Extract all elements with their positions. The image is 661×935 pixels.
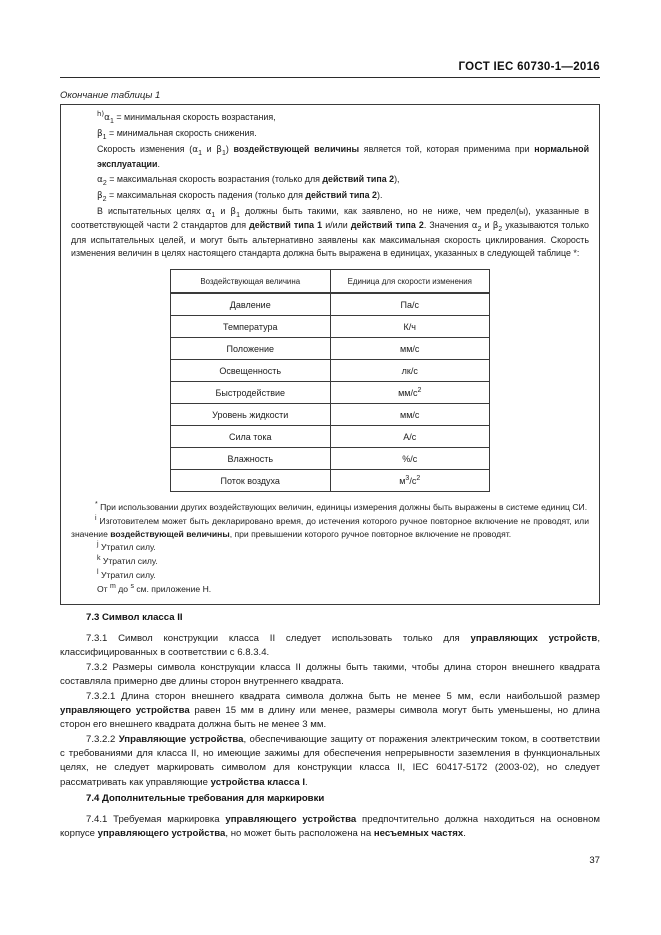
note-line-rate-of-change [97,143,589,170]
alpha-symbol-5: α [471,221,478,232]
rate-text-d: . [157,158,160,169]
rate-bold-influencing-quantity: воздействующей величины [233,144,360,155]
cell-unit: мм/с [330,338,490,360]
footnote-m-to-s [97,583,589,596]
p741-text-d: . [463,828,466,840]
rate-text-a: Скорость изменения ( [97,144,193,155]
p731-bold-control-devices: управляющих устройств [470,633,598,644]
p7321-bold-control-device: управляющего устройства [60,705,190,717]
p7322-text-b: , обеспечивающие защиту от поражения электрическим током, в соответствии с требованиями для класса II, но имеющие зажимы для обеспечения непрерывности заземления в функциональных целях, не следует маркировать символом для конструкции класса II, IEC 60417-5172 (2003-02), но следует рассматривать как управляющие [60,733,600,788]
alpha2-bold-type2: действий типа 2 [322,173,395,184]
cell-quantity: Давление [171,293,331,316]
note-line-alpha1-text: = минимальная скорость возрастания, [113,112,276,122]
paragraph-7-3-2-2 [60,733,600,790]
cell-unit: лк/с [330,360,490,382]
column-header-unit: Единица для скорости изменения [330,270,490,294]
standard-title: ГОСТ IEC 60730-1—2016 [458,61,600,73]
p7322-text-c: . [305,776,308,788]
unit-base: мм/с [398,387,418,398]
alpha2-text-a: = максимальная скорость возрастания (только для [106,173,323,184]
rate-bold-normal-operation: нормальной эксплуатации [97,144,590,169]
test-text-b: и [215,206,231,217]
page-header [60,60,600,78]
cell-quantity: Уровень жидкости [171,404,331,426]
note-line-alpha2 [97,173,589,187]
cell-unit [330,470,490,492]
beta-symbol: β [97,129,103,140]
rate-text-b: ) [225,144,234,155]
test-text-c: должны быть такими, как заявлено, но не ниже, чем предел(ы), указанные в соответствующей части 2 стандартов для [71,206,590,231]
footnote-ms-text-c: см. приложение H. [133,583,212,594]
beta-subscript: 1 [102,133,107,141]
beta2-text-a: = максимальная скорость падения (только для [106,190,306,201]
heading-7-3: 7.3 Символ класса II [86,612,183,623]
test-bold-type1: действий типа 1 [249,220,323,231]
page-number: 37 [589,855,600,866]
test-text-g: указываются только для испытательных целей, и могут быть альтернативно заявлены как максимальная скорость циклирования. Скорость изменения величин в целях настоящего стандарта должна быть выражена в единицах, указанных в следующей таблице *: [71,220,589,258]
p741-bold-control-device-1: управляющего устройства [225,814,357,825]
cell-quantity: Поток воздуха [171,470,331,492]
table-row [171,448,490,470]
note-line-alpha1 [97,111,589,125]
footnote-i-text-a: Изготовителем может быть декларировано время, до истечения которого ручное повторное включение не проводят, или значение [71,515,589,539]
cell-quantity: Освещенность [171,360,331,382]
cell-quantity: Быстродействие [171,382,331,404]
rate-text-c: является той, которая применима при [359,144,535,155]
p731-text-b: , классифицированных в соответствии с 6.8.3.4. [60,633,600,659]
test-text-d: и/или [322,220,351,231]
paragraph-7-4-1 [60,813,600,841]
header-divider [60,77,600,78]
p741-bold-control-device-2: управляющего устройства [97,828,226,840]
alpha-symbol-3: α [97,174,103,185]
section-7-3 [60,612,600,790]
alpha-subscript-2: 1 [198,150,202,158]
table-row [171,382,490,404]
beta-subscript-3: 2 [102,195,107,203]
beta2-bold-type2: действий типа 2 [305,190,377,201]
column-header-quantity: Воздействующая величина [171,270,331,294]
footnote-marker-s: s [130,582,134,590]
test-bold-type2: действий типа 2 [350,220,424,231]
p7322-bold-control-devices: Управляющие устройства [118,733,244,745]
note-line-beta1 [97,127,589,141]
note-line-beta1-text: = минимальная скорость снижения. [106,128,257,139]
beta-subscript-4: 1 [236,212,240,219]
beta-symbol-3: β [97,191,103,202]
cell-unit: мм/с [330,404,490,426]
table-continuation-caption: Окончание таблицы 1 [60,90,161,101]
alpha-symbol: α [104,113,111,123]
beta-subscript-5: 2 [498,226,503,234]
paragraph-7-3-1 [60,632,600,660]
footnote-ms-text-b: до [115,583,131,594]
p741-bold-non-detachable-parts: несъемных частях [373,828,464,840]
alpha-symbol-2: α [192,145,199,156]
unit-exponent: 3 [405,474,410,482]
table-row [171,404,490,426]
alpha-subscript-3: 2 [102,179,107,187]
footnote-j-text: Утратил силу. [98,542,156,553]
footnote-i-text-b: , при превышении которого ручное повторное включение не проводят. [229,528,512,539]
table-row [171,470,490,492]
cell-unit [330,382,490,404]
beta-symbol-5: β [492,221,499,232]
heading-7-4: 7.4 Дополнительные требования для маркировки [86,793,325,804]
beta2-text-b: ). [377,190,383,201]
p7321-text-a: 7.3.2.1 Длина сторон внешнего квадрата символа должна быть не менее 5 мм, если наибольшой размер [86,690,600,702]
paragraph-7-3-2-1 [60,690,600,733]
footnote-i-bold: воздействующей величины [110,528,230,539]
table-notes-box [60,104,600,605]
footnote-marker-i: i [95,514,97,522]
footnote-star-text: При использовании других воздействующих величин, единицы измерения должны быть выражены в системе единиц СИ. [97,502,588,513]
p731-text-a: 7.3.1 Символ конструкции класса II следует использовать только для [86,633,471,644]
paragraph-7-3-2: 7.3.2 Размеры символа конструкции класса II должны быть такими, чтобы длина сторон внешнего квадрата составляла примерно две длины сторон внутреннего квадрата. [60,661,600,688]
footnote-l [97,569,589,582]
cell-unit: Па/с [330,293,490,316]
alpha-subscript-5: 2 [477,226,482,234]
units-table-header-row [171,270,490,294]
footnote-marker-j: j [97,541,99,549]
units-table [170,269,490,492]
test-text-f: и [481,220,493,231]
p7322-text-a: 7.3.2.2 [86,733,119,745]
units-table-body [171,293,490,492]
p741-text-b: предпочтительно должна находиться на основном корпусе [60,814,600,840]
units-table-container [71,269,589,492]
table-row [171,360,490,382]
table-row [171,316,490,338]
beta-subscript-2: 1 [221,150,226,158]
cell-unit: %/с [330,448,490,470]
beta-symbol-4: β [230,207,237,218]
footnote-marker-m: m [110,582,116,590]
cell-unit: А/с [330,426,490,448]
footnote-marker-star: * [95,501,98,509]
beta-symbol-2: β [216,145,222,156]
table-row [171,293,490,316]
alpha-subscript-4: 1 [211,212,216,219]
cell-unit: К/ч [330,316,490,338]
footnote-marker-k: k [97,555,101,563]
alpha-subscript: 1 [110,117,114,125]
cell-quantity: Сила тока [171,426,331,448]
footnote-star [71,501,589,514]
footnote-l-text: Утратил силу. [98,570,156,581]
footnote-k [97,555,589,568]
footnote-j [97,541,589,554]
unit-exponent: 2 [417,386,422,394]
cell-quantity: Влажность [171,448,331,470]
note-line-test-purposes [71,205,589,260]
units-table-head [171,270,490,294]
rate-text-mid: и [201,144,217,155]
test-text-e: . Значения [423,220,472,231]
section-7-4 [60,793,600,842]
table-row [171,338,490,360]
footnote-k-text: Утратил силу. [100,556,158,567]
unit-mid: /с [409,475,417,486]
p7321-text-b: равен 15 мм в длину или менее, размеры символа могут быть уменьшены, но длина сторон его внешнего квадрата должна быть не менее 3 мм. [60,705,600,731]
unit-exponent-2: 2 [416,474,421,482]
footnote-marker-l: l [97,569,99,577]
footnote-i [71,515,589,541]
unit-base: м [399,475,406,486]
p7322-bold-class-i-devices: устройства класса I [210,776,305,788]
table-row [171,426,490,448]
alpha2-text-b: ), [394,173,400,184]
footnote-marker-h: h) [97,110,105,119]
p741-text-c: , но может быть расположена на [225,828,374,840]
test-text-a: В испытательных целях [97,206,206,217]
footnote-ms-text-a: От [97,583,111,594]
cell-quantity: Положение [171,338,331,360]
p741-text-a: 7.4.1 Требуемая маркировка [86,814,226,825]
cell-quantity: Температура [171,316,331,338]
alpha-symbol-4: α [205,207,212,218]
note-line-beta2 [97,189,589,203]
